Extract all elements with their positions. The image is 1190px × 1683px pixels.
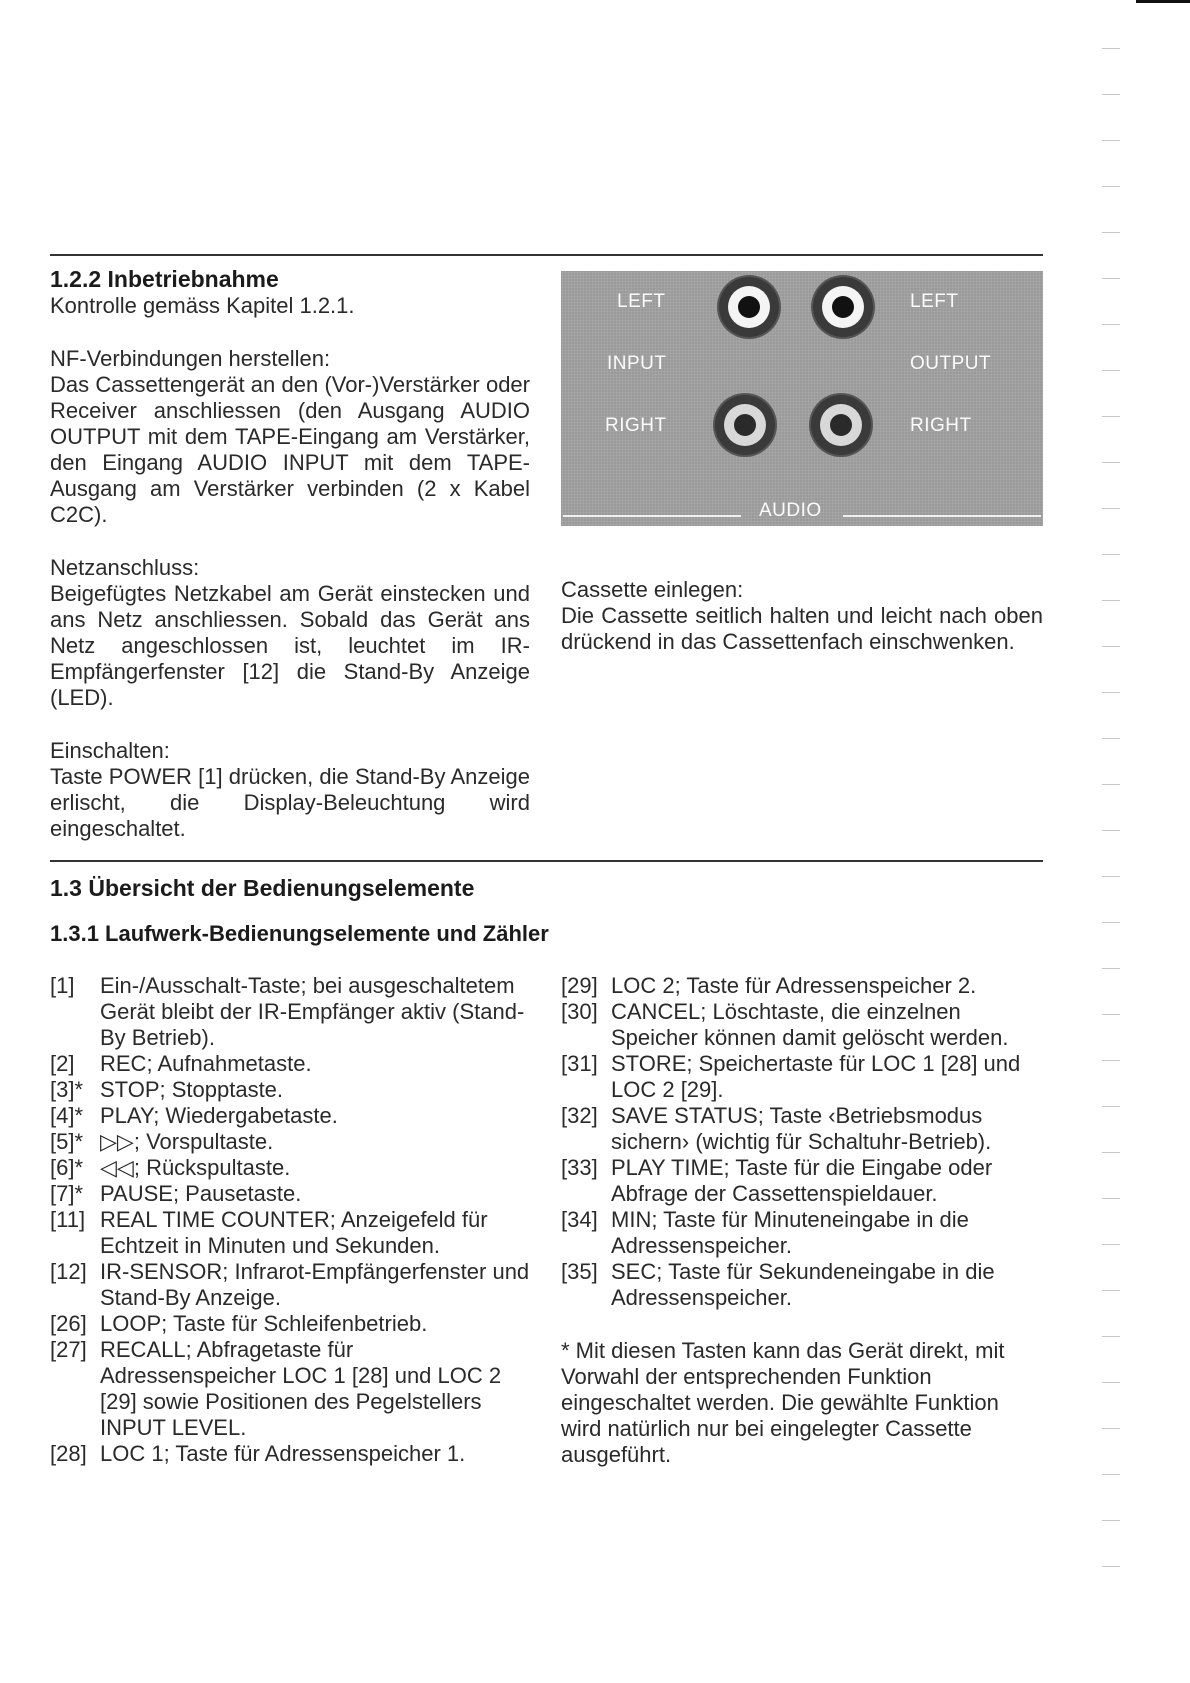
rca-jack-left-output-icon	[813, 277, 873, 337]
margin-tick	[1102, 48, 1120, 49]
audio-connector-panel	[561, 271, 1043, 526]
panel-label-right-output: RIGHT	[910, 415, 972, 436]
control-item-description: SAVE STATUS; Taste ‹Betriebsmodus sichern› (wichtig für Schaltuhr-Betrieb).	[611, 1103, 992, 1154]
margin-tick	[1102, 738, 1120, 739]
section-122-left-column	[50, 265, 530, 842]
controls-list-right	[561, 973, 1043, 1468]
margin-tick	[1102, 324, 1120, 325]
rca-jack-left-input-icon	[719, 277, 779, 337]
control-item-description: REAL TIME COUNTER; Anzeigefeld für Echtzeit in Minuten und Sekunden.	[100, 1207, 488, 1258]
control-item-description: ▷▷; Vorspultaste.	[100, 1129, 274, 1154]
margin-tick	[1102, 1198, 1120, 1199]
control-item	[50, 1155, 530, 1181]
margin-tick	[1102, 1014, 1120, 1015]
margin-tick	[1102, 232, 1120, 233]
control-item-description: LOOP; Taste für Schleifenbetrieb.	[100, 1311, 428, 1336]
control-item	[50, 1129, 530, 1155]
margin-tick-marks	[1102, 48, 1124, 1648]
control-item	[50, 973, 530, 1051]
margin-tick	[1102, 1474, 1120, 1475]
control-item-number: [30]	[561, 999, 598, 1024]
margin-tick	[1102, 278, 1120, 279]
section-122-right-column	[561, 577, 1043, 655]
control-item-number: [32]	[561, 1103, 598, 1128]
audio-line-right	[843, 515, 1041, 517]
nf-heading: NF-Verbindungen herstellen:	[50, 346, 331, 371]
control-item-description: PAUSE; Pausetaste.	[100, 1181, 302, 1206]
margin-tick	[1102, 1152, 1120, 1153]
control-item-number: [31]	[561, 1051, 598, 1076]
control-item-number: [6]*	[50, 1155, 84, 1180]
control-item	[50, 1311, 530, 1337]
margin-tick	[1102, 94, 1120, 95]
page-corner-mark	[1136, 0, 1190, 3]
section-13-title: 1.3 Übersicht der Bedienungselemente	[50, 875, 475, 901]
control-item	[50, 1051, 530, 1077]
control-item-description: ◁◁; Rückspultaste.	[100, 1155, 291, 1180]
panel-label-audio: AUDIO	[759, 500, 822, 521]
margin-tick	[1102, 1566, 1120, 1567]
rca-jack-right-output-icon	[811, 395, 871, 455]
margin-tick	[1102, 922, 1120, 923]
control-item	[50, 1259, 530, 1311]
control-item	[561, 973, 1043, 999]
margin-tick	[1102, 968, 1120, 969]
control-item-number: [34]	[561, 1207, 598, 1232]
control-item-number: [7]*	[50, 1181, 84, 1206]
control-item	[50, 1207, 530, 1259]
margin-tick	[1102, 784, 1120, 785]
margin-tick	[1102, 1382, 1120, 1383]
controls-list-left	[50, 973, 530, 1467]
margin-tick	[1102, 600, 1120, 601]
margin-tick	[1102, 692, 1120, 693]
nf-text: Das Cassettengerät an den (Vor-)Verstärker oder Receiver anschliessen (den Ausgang AUDIO OUTPUT mit dem TAPE-Eingang am Verstärker, den Eingang AUDIO INPUT mit dem TAPE-Ausgang am Verstärker verbinden (2 x Kabel C2C).	[50, 372, 530, 527]
control-item-description: LOC 1; Taste für Adressenspeicher 1.	[100, 1441, 466, 1466]
panel-label-left-input: LEFT	[617, 291, 666, 312]
panel-label-left-output: LEFT	[910, 291, 959, 312]
control-item	[50, 1337, 530, 1441]
section-131-subtitle: 1.3.1 Laufwerk-Bedienungselemente und Zähler	[50, 921, 549, 946]
control-item-description: SEC; Taste für Sekundeneingabe in die Adressenspeicher.	[611, 1259, 995, 1310]
control-item-description: STOP; Stopptaste.	[100, 1077, 284, 1102]
control-item-description: LOC 2; Taste für Adressenspeicher 2.	[611, 973, 977, 998]
section-122-title: 1.2.2 Inbetriebnahme	[50, 266, 279, 292]
control-item-number: [1]	[50, 973, 75, 998]
margin-tick	[1102, 1106, 1120, 1107]
control-item	[561, 1259, 1043, 1311]
control-item-description: REC; Aufnahmetaste.	[100, 1051, 312, 1076]
control-item	[561, 1207, 1043, 1259]
cassette-text: Die Cassette seitlich halten und leicht nach oben drückend in das Cassettenfach einschwenken.	[561, 603, 1043, 654]
einschalten-text: Taste POWER [1] drücken, die Stand-By Anzeige erlischt, die Display-Beleuchtung wird eingeschaltet.	[50, 764, 530, 841]
control-item-number: [28]	[50, 1441, 87, 1466]
control-item-number: [4]*	[50, 1103, 84, 1128]
control-item-description: CANCEL; Löschtaste, die einzelnen Speicher können damit gelöscht werden.	[611, 999, 1009, 1050]
margin-tick	[1102, 1336, 1120, 1337]
section-divider-middle	[50, 860, 1043, 862]
einschalten-heading: Einschalten:	[50, 738, 170, 763]
control-item-number: [33]	[561, 1155, 598, 1180]
margin-tick	[1102, 876, 1120, 877]
section-122-intro: Kontrolle gemäss Kapitel 1.2.1.	[50, 293, 355, 318]
margin-tick	[1102, 416, 1120, 417]
control-item-number: [11]	[50, 1207, 86, 1232]
control-item-number: [29]	[561, 973, 598, 998]
control-item	[561, 1155, 1043, 1207]
margin-tick	[1102, 1290, 1120, 1291]
control-item-number: [3]*	[50, 1077, 84, 1102]
netz-heading: Netzanschluss:	[50, 555, 200, 580]
control-item-number: [27]	[50, 1337, 87, 1362]
margin-tick	[1102, 462, 1120, 463]
control-item	[561, 999, 1043, 1051]
margin-tick	[1102, 830, 1120, 831]
control-item-number: [26]	[50, 1311, 87, 1336]
control-item-description: MIN; Taste für Minuteneingabe in die Adressenspeicher.	[611, 1207, 969, 1258]
margin-tick	[1102, 554, 1120, 555]
margin-tick	[1102, 508, 1120, 509]
margin-tick	[1102, 140, 1120, 141]
audio-line-left	[563, 515, 741, 517]
control-item-description: STORE; Speichertaste für LOC 1 [28] und LOC 2 [29].	[611, 1051, 1021, 1102]
control-item	[561, 1103, 1043, 1155]
control-item	[50, 1077, 530, 1103]
control-item-description: RECALL; Abfragetaste für Adressenspeicher LOC 1 [28] und LOC 2 [29] sowie Positionen des Pegelstellers INPUT LEVEL.	[100, 1337, 502, 1440]
control-item	[50, 1441, 530, 1467]
margin-tick	[1102, 646, 1120, 647]
control-items-left	[50, 973, 530, 1467]
control-item	[50, 1103, 530, 1129]
panel-label-input: INPUT	[607, 353, 667, 374]
control-item-description: PLAY; Wiedergabetaste.	[100, 1103, 338, 1128]
cassette-heading: Cassette einlegen:	[561, 577, 744, 602]
panel-label-output: OUTPUT	[910, 353, 992, 374]
margin-tick	[1102, 1244, 1120, 1245]
control-item	[561, 1051, 1043, 1103]
footnote: * Mit diesen Tasten kann das Gerät direkt, mit Vorwahl der entsprechenden Funktion eingeschaltet werden. Die gewählte Funktion wird natürlich nur bei eingelegter Cassette ausgeführt.	[561, 1338, 1005, 1467]
control-item-number: [5]*	[50, 1129, 84, 1154]
margin-tick	[1102, 370, 1120, 371]
panel-label-right-input: RIGHT	[605, 415, 667, 436]
control-item	[50, 1181, 530, 1207]
netz-text: Beigefügtes Netzkabel am Gerät einstecken und ans Netz anschliessen. Sobald das Gerät ans Netz angeschlossen ist, leuchtet im IR-Empfängerfenster [12] die Stand-By Anzeige (LED).	[50, 581, 530, 710]
control-item-description: IR-SENSOR; Infrarot-Empfängerfenster und Stand-By Anzeige.	[100, 1259, 530, 1310]
control-item-number: [35]	[561, 1259, 598, 1284]
control-item-description: PLAY TIME; Taste für die Eingabe oder Abfrage der Cassettenspieldauer.	[611, 1155, 993, 1206]
section-divider-top	[50, 254, 1043, 256]
control-item-number: [12]	[50, 1259, 87, 1284]
margin-tick	[1102, 1520, 1120, 1521]
margin-tick	[1102, 186, 1120, 187]
margin-tick	[1102, 1428, 1120, 1429]
control-item-description: Ein-/Ausschalt-Taste; bei ausgeschaltetem Gerät bleibt der IR-Empfänger aktiv (Stand-By Betrieb).	[100, 973, 525, 1050]
control-items-right	[561, 973, 1043, 1311]
margin-tick	[1102, 1060, 1120, 1061]
rca-jack-right-input-icon	[715, 395, 775, 455]
control-item-number: [2]	[50, 1051, 75, 1076]
